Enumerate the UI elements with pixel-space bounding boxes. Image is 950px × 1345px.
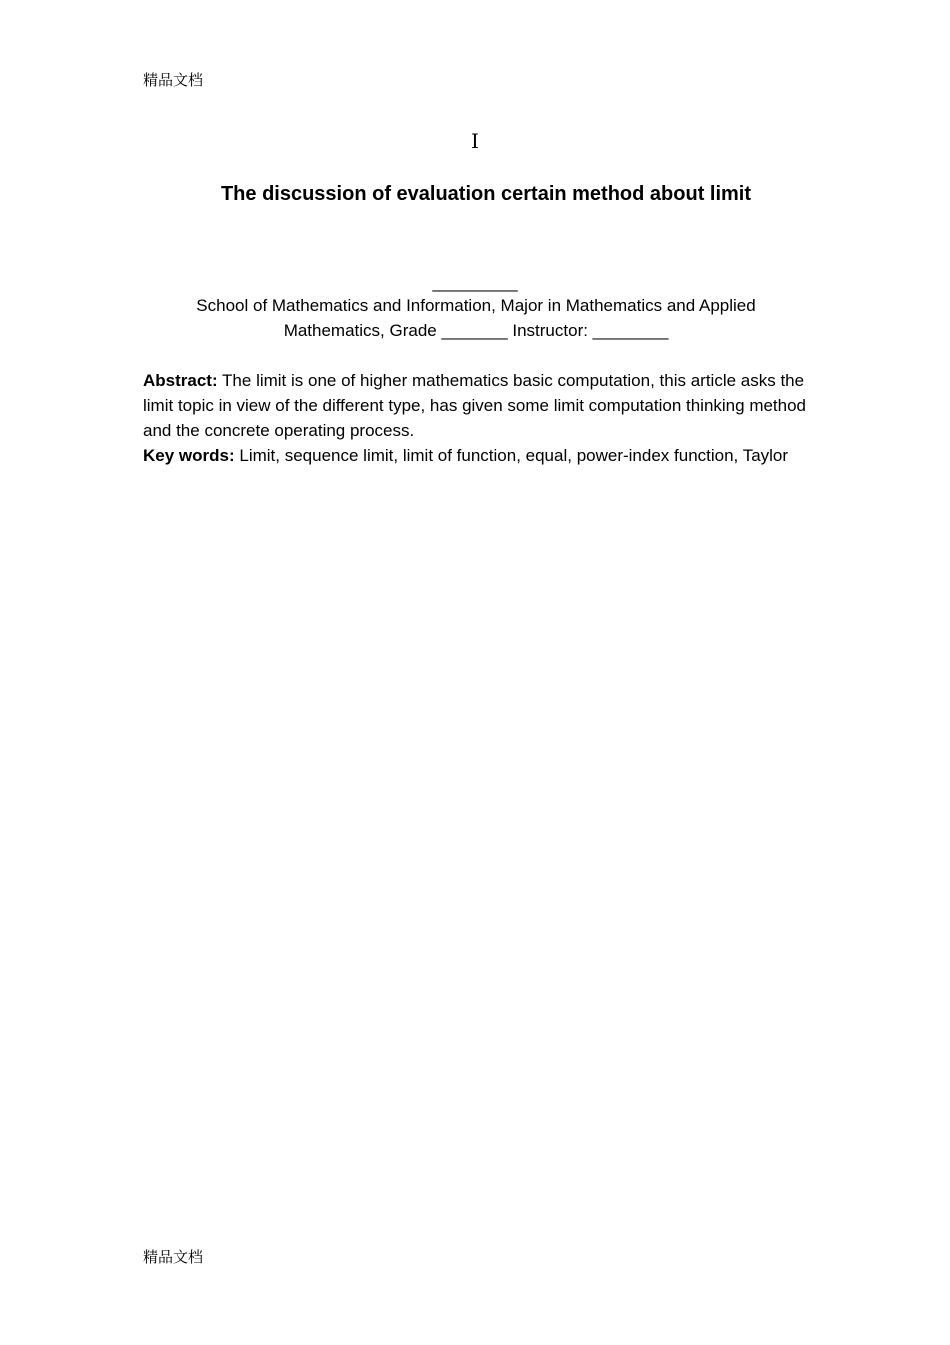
author-affiliation	[150, 293, 802, 343]
page-header: 精品文档	[143, 71, 204, 89]
page-footer: 精品文档	[143, 1248, 204, 1266]
abstract-section	[143, 368, 818, 468]
affiliation-line-1: School of Mathematics and Information, Major in Mathematics and Applied	[196, 296, 756, 315]
abstract-label: Abstract:	[143, 371, 218, 390]
affiliation-line-2: Mathematics, Grade _______ Instructor: ________	[283, 321, 669, 340]
abstract-paragraph	[143, 368, 818, 443]
document-title: The discussion of evaluation certain method about limit	[220, 183, 752, 205]
abstract-text: The limit is one of higher mathematics basic computation, this article asks the limit topic in view of the different type, has given some limit computation thinking method and the concrete operating process.	[143, 371, 807, 440]
keywords-label: Key words:	[143, 446, 235, 465]
page-number: I	[471, 129, 479, 153]
keywords-paragraph	[143, 443, 818, 468]
keywords-text: Limit, sequence limit, limit of function, equal, power-index function, Taylor	[239, 446, 789, 465]
author-name-blank: _________	[432, 273, 518, 292]
